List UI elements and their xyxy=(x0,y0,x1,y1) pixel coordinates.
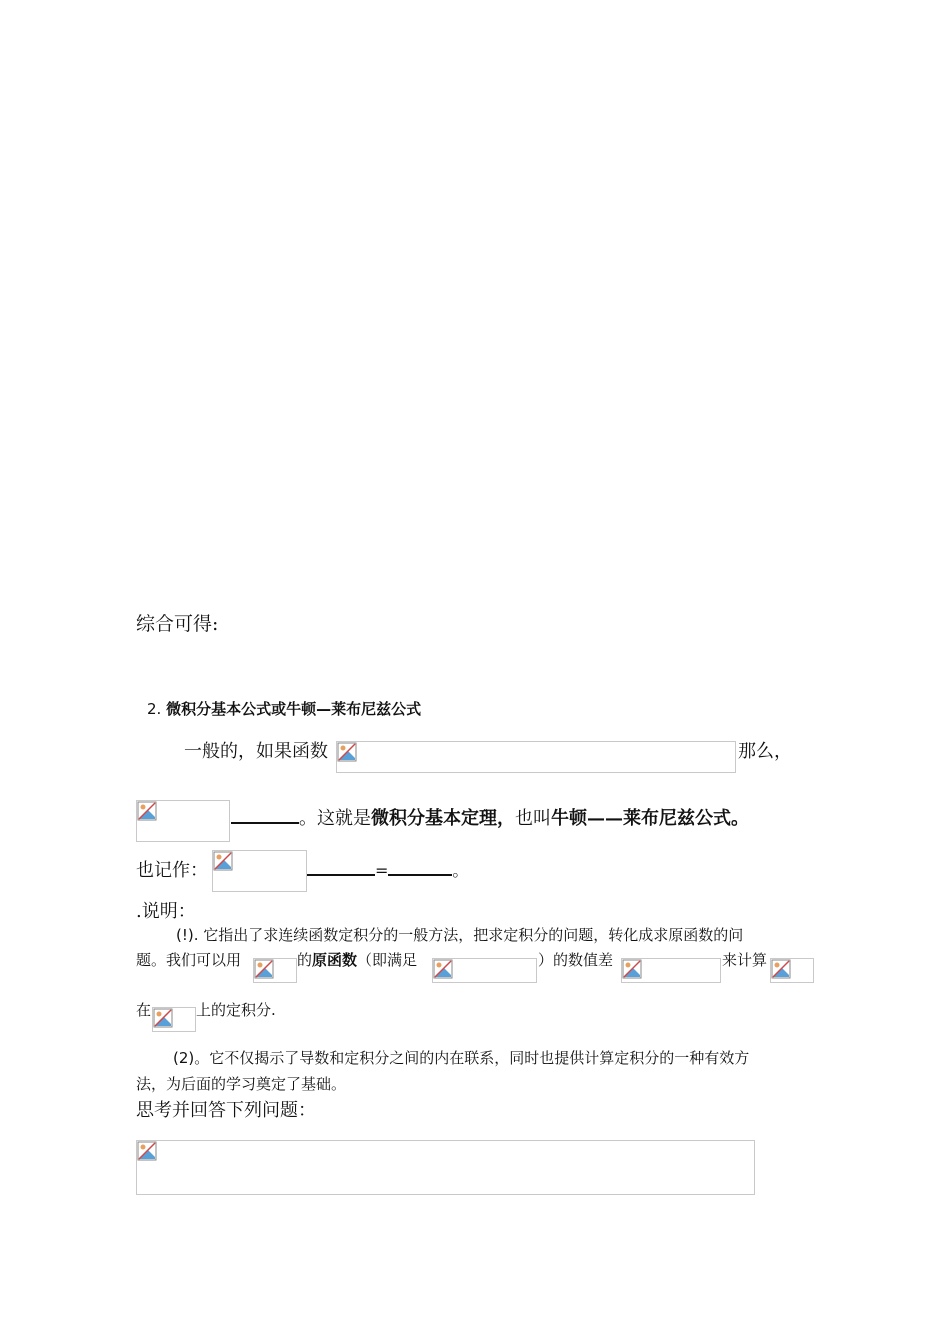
notation-formula-image xyxy=(212,850,307,892)
broken-image-icon xyxy=(337,742,357,762)
broken-image-icon xyxy=(213,851,233,871)
diff-text: ）的数值差 xyxy=(538,951,614,969)
note2-marker: (2)。 xyxy=(173,1049,210,1067)
para2-period-text: 。这就是 xyxy=(299,808,371,829)
note-label: .说明： xyxy=(136,901,196,922)
equals-sign: = xyxy=(375,861,389,880)
broken-image-icon xyxy=(153,1008,173,1028)
integral-formula-image xyxy=(136,800,230,842)
function-f-image-2 xyxy=(770,958,814,983)
note1-line1 xyxy=(176,924,743,945)
theorem-name: 微积分基本定理 xyxy=(371,808,497,829)
function-f-image xyxy=(253,958,297,983)
answer-blank[interactable] xyxy=(388,856,452,876)
formula-name: 牛顿——莱布尼兹公式。 xyxy=(551,808,749,829)
answer-blank[interactable] xyxy=(307,856,375,876)
para1-then: 那么， xyxy=(738,741,792,762)
note2-line2: 法，为后面的学习奠定了基础。 xyxy=(136,1075,347,1093)
note1-of-group xyxy=(297,949,417,970)
note1-marker: (!). xyxy=(176,926,199,944)
broken-image-icon xyxy=(622,959,642,979)
value-difference-image xyxy=(621,958,721,983)
also-called: 也叫 xyxy=(515,808,551,829)
para3-label: 也记作： xyxy=(136,860,208,881)
note2-line1 xyxy=(173,1047,749,1068)
section-heading xyxy=(147,698,421,719)
compute-text: 来计算 xyxy=(722,951,768,969)
note1-line3-end: 上的定积分. xyxy=(196,1001,276,1019)
antiderivative-text: 原函数 xyxy=(312,951,358,969)
broken-image-icon xyxy=(254,959,274,979)
of-text: 的 xyxy=(297,951,313,969)
comma: ， xyxy=(497,808,515,829)
answer-blank[interactable] xyxy=(231,804,299,824)
broken-image-icon xyxy=(137,801,157,821)
note1-text: 它指出了求连续函数定积分的一般方法，把求定积分的问题，转化成求原函数的问 xyxy=(203,926,744,944)
para2-line xyxy=(231,804,749,830)
broken-image-icon xyxy=(771,959,791,979)
summary-label: 综合可得: xyxy=(136,613,219,635)
para3-end: 。 xyxy=(452,861,469,880)
questions-label: 思考并回答下列问题： xyxy=(136,1100,316,1121)
broken-image-icon xyxy=(433,959,453,979)
broken-image-icon xyxy=(137,1141,157,1161)
function-formula-image xyxy=(336,741,736,773)
questions-image xyxy=(136,1140,755,1195)
note1-line2-start: 题。我们可以用 xyxy=(136,951,242,969)
section-number: 2. xyxy=(147,700,162,718)
derivative-condition-image xyxy=(432,958,537,983)
interval-image xyxy=(152,1007,196,1032)
satisfy-text: （即满足 xyxy=(357,951,418,969)
note2-text: 它不仅揭示了导数和定积分之间的内在联系，同时也提供计算定积分的一种有效方 xyxy=(209,1049,750,1067)
note1-line3-start: 在 xyxy=(136,1001,152,1019)
para1-intro: 一般的，如果函数 xyxy=(184,741,328,762)
para3-line xyxy=(307,856,468,881)
section-title: 微积分基本公式或牛顿—莱布尼兹公式 xyxy=(166,700,422,718)
